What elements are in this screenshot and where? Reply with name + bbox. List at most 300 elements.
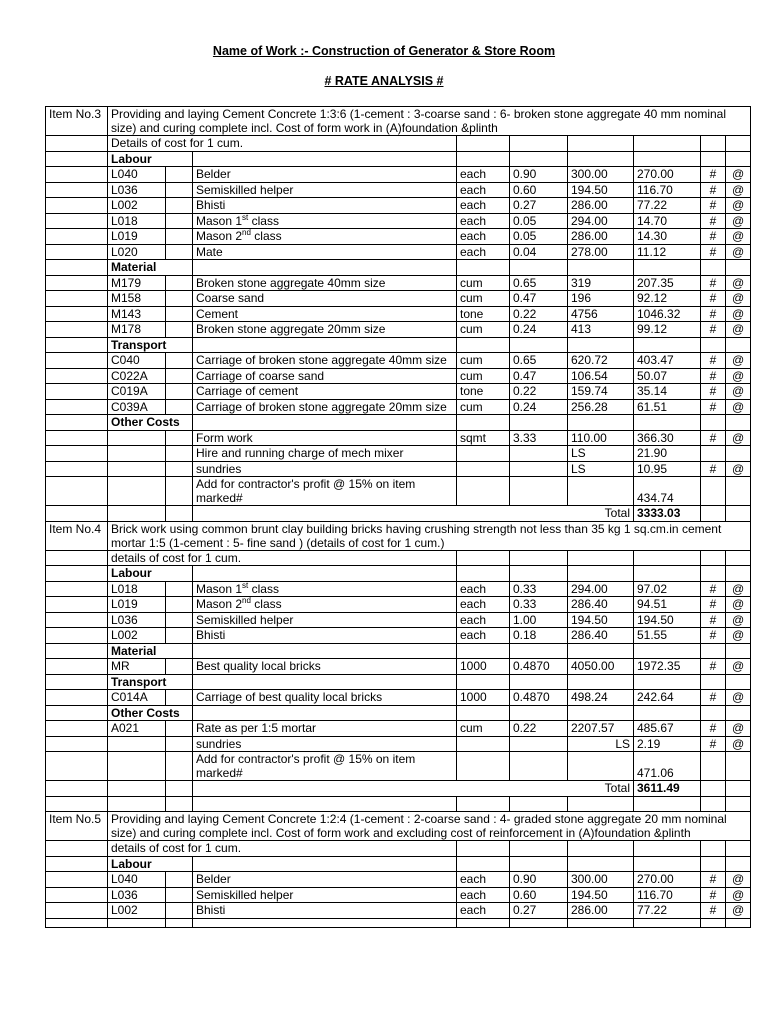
empty-cell <box>193 918 457 927</box>
hash-mark-cell: # <box>701 461 726 477</box>
empty-cell <box>46 167 108 183</box>
empty-cell <box>701 796 726 812</box>
table-row <box>46 721 751 737</box>
empty-cell <box>166 477 193 506</box>
code-cell: L036 <box>108 612 166 628</box>
hash-mark-cell: # <box>701 182 726 198</box>
quantity-cell: 0.47 <box>510 291 568 307</box>
description-cell: Cement <box>193 306 457 322</box>
at-mark-cell: @ <box>726 659 751 675</box>
table-row <box>46 612 751 628</box>
empty-cell <box>46 322 108 338</box>
empty-cell <box>510 136 568 152</box>
quantity-cell: 0.33 <box>510 581 568 597</box>
hash-mark-cell: # <box>701 612 726 628</box>
unit-cell <box>457 477 510 506</box>
code-cell: L019 <box>108 597 166 613</box>
amount-cell: 97.02 <box>634 581 701 597</box>
unit-cell: each <box>457 229 510 245</box>
unit-cell: each <box>457 167 510 183</box>
code-cell: C039A <box>108 399 166 415</box>
empty-cell <box>726 643 751 659</box>
empty-cell <box>510 337 568 353</box>
hash-mark-cell <box>701 752 726 781</box>
empty-cell <box>166 597 193 613</box>
table-row <box>46 198 751 214</box>
empty-cell <box>726 506 751 522</box>
table-row <box>46 167 751 183</box>
empty-cell <box>46 841 108 857</box>
details-row <box>46 136 751 152</box>
table-row <box>46 461 751 477</box>
empty-cell <box>634 136 701 152</box>
empty-cell <box>46 887 108 903</box>
empty-cell <box>634 918 701 927</box>
quantity-cell: 3.33 <box>510 430 568 446</box>
empty-cell <box>568 674 634 690</box>
empty-cell <box>510 550 568 566</box>
amount-cell: 242.64 <box>634 690 701 706</box>
empty-cell <box>46 306 108 322</box>
empty-cell <box>166 384 193 400</box>
empty-cell <box>510 643 568 659</box>
at-mark-cell: @ <box>726 353 751 369</box>
empty-cell <box>726 550 751 566</box>
table-row <box>46 384 751 400</box>
unit-cell: each <box>457 612 510 628</box>
empty-cell <box>46 736 108 752</box>
quantity-cell <box>510 752 568 781</box>
unit-cell: cum <box>457 399 510 415</box>
rate-analysis-table <box>45 106 751 928</box>
section-heading: Transport <box>108 674 193 690</box>
description-cell: Best quality local bricks <box>193 659 457 675</box>
empty-cell <box>166 446 193 462</box>
code-cell: L002 <box>108 628 166 644</box>
amount-cell: 10.95 <box>634 461 701 477</box>
code-cell: L036 <box>108 182 166 198</box>
empty-cell <box>568 856 634 872</box>
empty-cell <box>46 399 108 415</box>
description-cell: Semiskilled helper <box>193 887 457 903</box>
description-cell: Semiskilled helper <box>193 182 457 198</box>
empty-cell <box>193 643 457 659</box>
empty-cell <box>568 550 634 566</box>
amount-cell: 207.35 <box>634 275 701 291</box>
amount-cell: 21.90 <box>634 446 701 462</box>
empty-cell <box>46 368 108 384</box>
table-row <box>46 628 751 644</box>
item-header-row <box>46 521 751 550</box>
empty-cell <box>46 213 108 229</box>
empty-cell <box>166 659 193 675</box>
code-cell: L019 <box>108 229 166 245</box>
section-heading: Labour <box>108 856 193 872</box>
hash-mark-cell: # <box>701 628 726 644</box>
unit-cell: each <box>457 244 510 260</box>
code-cell: C040 <box>108 353 166 369</box>
empty-cell <box>166 306 193 322</box>
empty-cell <box>46 430 108 446</box>
amount-cell: 485.67 <box>634 721 701 737</box>
empty-cell <box>457 550 510 566</box>
spacer-row <box>46 796 751 812</box>
quantity-cell: 0.4870 <box>510 690 568 706</box>
unit-cell: each <box>457 903 510 919</box>
at-mark-cell: @ <box>726 213 751 229</box>
document-subtitle: # RATE ANALYSIS # <box>324 74 444 88</box>
table-row <box>46 752 751 781</box>
document-title: Name of Work :- Construction of Generator & Store Room <box>212 44 556 58</box>
empty-cell <box>457 841 510 857</box>
empty-cell <box>568 260 634 276</box>
quantity-cell: 0.33 <box>510 597 568 613</box>
at-mark-cell: @ <box>726 167 751 183</box>
quantity-cell: 0.22 <box>510 384 568 400</box>
empty-cell <box>46 581 108 597</box>
empty-cell <box>46 597 108 613</box>
empty-cell <box>193 566 457 582</box>
empty-cell <box>166 291 193 307</box>
table-row <box>46 430 751 446</box>
rate-cell: 319 <box>568 275 634 291</box>
empty-cell <box>166 461 193 477</box>
rate-cell: LS <box>568 461 634 477</box>
hash-mark-cell: # <box>701 384 726 400</box>
table-row <box>46 182 751 198</box>
empty-cell <box>634 796 701 812</box>
at-mark-cell: @ <box>726 736 751 752</box>
at-mark-cell: @ <box>726 461 751 477</box>
empty-cell <box>46 244 108 260</box>
unit-cell: each <box>457 198 510 214</box>
amount-cell: 116.70 <box>634 182 701 198</box>
empty-cell <box>46 612 108 628</box>
description-cell <box>193 581 457 597</box>
code-cell: L018 <box>108 581 166 597</box>
hash-mark-cell: # <box>701 659 726 675</box>
rate-cell: 4050.00 <box>568 659 634 675</box>
table-row <box>46 446 751 462</box>
empty-cell <box>46 337 108 353</box>
amount-cell: 2.19 <box>634 736 701 752</box>
code-cell: A021 <box>108 721 166 737</box>
empty-cell <box>510 674 568 690</box>
table-row <box>46 213 751 229</box>
hash-mark-cell: # <box>701 597 726 613</box>
amount-cell: 270.00 <box>634 167 701 183</box>
hash-mark-cell: # <box>701 229 726 245</box>
empty-cell <box>510 796 568 812</box>
hash-mark-cell: # <box>701 872 726 888</box>
code-cell: L002 <box>108 903 166 919</box>
empty-cell <box>166 581 193 597</box>
at-mark-cell: @ <box>726 903 751 919</box>
quantity-cell: 1.00 <box>510 612 568 628</box>
empty-cell <box>701 550 726 566</box>
item-number: Item No.3 <box>46 107 108 136</box>
amount-cell: 92.12 <box>634 291 701 307</box>
empty-cell <box>46 796 108 812</box>
at-mark-cell: @ <box>726 581 751 597</box>
empty-cell <box>510 705 568 721</box>
empty-cell <box>166 721 193 737</box>
amount-cell: 116.70 <box>634 887 701 903</box>
empty-cell <box>46 182 108 198</box>
at-mark-cell: @ <box>726 244 751 260</box>
empty-cell <box>46 198 108 214</box>
rate-cell: 294.00 <box>568 213 634 229</box>
empty-cell <box>634 705 701 721</box>
empty-cell <box>166 244 193 260</box>
empty-cell <box>457 796 510 812</box>
description-cell: Rate as per 1:5 mortar <box>193 721 457 737</box>
quantity-cell: 0.60 <box>510 182 568 198</box>
at-mark-cell: @ <box>726 182 751 198</box>
amount-cell: 14.70 <box>634 213 701 229</box>
empty-cell <box>634 566 701 582</box>
empty-cell <box>726 796 751 812</box>
empty-cell <box>568 566 634 582</box>
total-row <box>46 506 751 522</box>
code-cell: C014A <box>108 690 166 706</box>
at-mark-cell: @ <box>726 430 751 446</box>
amount-cell: 50.07 <box>634 368 701 384</box>
description-text: Mason 1 <box>196 213 243 228</box>
description-cell <box>193 229 457 245</box>
item-description: Providing and laying Cement Concrete 1:3:6 (1-cement : 3-coarse sand : 6- broken stone aggregate 40 mm nominal size) and curing complete incl. Cost of form work in (A)foundation &plinth <box>108 107 751 136</box>
rate-cell: 294.00 <box>568 581 634 597</box>
code-cell: M178 <box>108 322 166 338</box>
quantity-cell: 0.22 <box>510 721 568 737</box>
amount-cell: 366.30 <box>634 430 701 446</box>
amount-cell: 51.55 <box>634 628 701 644</box>
unit-cell: each <box>457 597 510 613</box>
empty-cell <box>701 674 726 690</box>
description-cell: Bhisti <box>193 628 457 644</box>
empty-cell <box>46 446 108 462</box>
table-row <box>46 887 751 903</box>
unit-cell: each <box>457 872 510 888</box>
quantity-cell: 0.24 <box>510 399 568 415</box>
empty-cell <box>701 151 726 167</box>
empty-cell <box>46 275 108 291</box>
empty-cell <box>193 705 457 721</box>
empty-cell <box>726 918 751 927</box>
at-mark-cell: @ <box>726 229 751 245</box>
empty-cell <box>568 918 634 927</box>
empty-cell <box>726 415 751 431</box>
table-row <box>46 368 751 384</box>
description-cell: Semiskilled helper <box>193 612 457 628</box>
description-cell: Carriage of best quality local bricks <box>193 690 457 706</box>
empty-cell <box>166 322 193 338</box>
section-heading-row <box>46 415 751 431</box>
empty-cell <box>568 136 634 152</box>
code-cell: L018 <box>108 213 166 229</box>
rate-cell: 256.28 <box>568 399 634 415</box>
empty-cell <box>726 781 751 797</box>
unit-cell: each <box>457 182 510 198</box>
table-row <box>46 306 751 322</box>
empty-cell <box>726 260 751 276</box>
quantity-cell: 0.22 <box>510 306 568 322</box>
section-heading-row <box>46 260 751 276</box>
unit-cell: each <box>457 628 510 644</box>
details-row <box>46 550 751 566</box>
amount-cell: 61.51 <box>634 399 701 415</box>
code-cell <box>108 446 166 462</box>
empty-cell <box>701 415 726 431</box>
amount-cell: 77.22 <box>634 198 701 214</box>
description-cell: Broken stone aggregate 40mm size <box>193 275 457 291</box>
amount-cell: 194.50 <box>634 612 701 628</box>
empty-cell <box>634 260 701 276</box>
table-row <box>46 322 751 338</box>
description-cell <box>193 213 457 229</box>
empty-cell <box>166 690 193 706</box>
at-mark-cell: @ <box>726 198 751 214</box>
unit-cell: tone <box>457 306 510 322</box>
rate-cell: LS <box>568 446 634 462</box>
rate-cell: 498.24 <box>568 690 634 706</box>
empty-cell <box>166 628 193 644</box>
unit-cell <box>457 736 510 752</box>
empty-cell <box>46 752 108 781</box>
amount-cell: 1972.35 <box>634 659 701 675</box>
item-header-row <box>46 812 751 841</box>
code-cell <box>108 461 166 477</box>
hash-mark-cell: # <box>701 430 726 446</box>
hash-mark-cell: # <box>701 167 726 183</box>
unit-cell: cum <box>457 368 510 384</box>
quantity-cell: 0.90 <box>510 167 568 183</box>
rate-cell: 194.50 <box>568 182 634 198</box>
total-label: Total <box>193 781 634 797</box>
at-mark-cell <box>726 752 751 781</box>
at-mark-cell: @ <box>726 306 751 322</box>
table-row <box>46 903 751 919</box>
rate-cell: 286.40 <box>568 628 634 644</box>
empty-cell <box>726 705 751 721</box>
details-label: details of cost for 1 cum. <box>108 841 457 857</box>
empty-cell <box>510 841 568 857</box>
table-row <box>46 477 751 506</box>
code-cell: L020 <box>108 244 166 260</box>
section-heading-row <box>46 643 751 659</box>
code-cell: M179 <box>108 275 166 291</box>
empty-cell <box>701 781 726 797</box>
empty-cell <box>701 918 726 927</box>
empty-cell <box>46 872 108 888</box>
empty-cell <box>457 415 510 431</box>
unit-cell: cum <box>457 275 510 291</box>
unit-cell: cum <box>457 721 510 737</box>
empty-cell <box>46 856 108 872</box>
quantity-cell: 0.04 <box>510 244 568 260</box>
table-row <box>46 353 751 369</box>
at-mark-cell: @ <box>726 597 751 613</box>
empty-cell <box>457 674 510 690</box>
details-label: Details of cost for 1 cum. <box>108 136 457 152</box>
table-row <box>46 659 751 675</box>
at-mark-cell: @ <box>726 291 751 307</box>
empty-cell <box>46 477 108 506</box>
empty-cell <box>46 229 108 245</box>
quantity-cell <box>510 736 568 752</box>
total-label: Total <box>193 506 634 522</box>
empty-cell <box>46 415 108 431</box>
empty-cell <box>634 337 701 353</box>
quantity-cell: 0.60 <box>510 887 568 903</box>
empty-cell <box>457 705 510 721</box>
code-cell: C019A <box>108 384 166 400</box>
empty-cell <box>634 841 701 857</box>
empty-cell <box>46 628 108 644</box>
section-heading-row <box>46 566 751 582</box>
rate-cell: 106.54 <box>568 368 634 384</box>
empty-cell <box>701 337 726 353</box>
rate-cell: 159.74 <box>568 384 634 400</box>
table-row <box>46 581 751 597</box>
empty-cell <box>193 415 457 431</box>
empty-cell <box>46 781 108 797</box>
unit-cell: sqmt <box>457 430 510 446</box>
empty-cell <box>166 167 193 183</box>
unit-cell: cum <box>457 322 510 338</box>
description-cell: Broken stone aggregate 20mm size <box>193 322 457 338</box>
empty-cell <box>193 151 457 167</box>
details-label: details of cost for 1 cum. <box>108 550 457 566</box>
section-heading: Other Costs <box>108 415 193 431</box>
amount-cell: 77.22 <box>634 903 701 919</box>
empty-cell <box>634 643 701 659</box>
empty-cell <box>193 260 457 276</box>
hash-mark-cell <box>701 477 726 506</box>
code-cell: L036 <box>108 887 166 903</box>
empty-cell <box>166 872 193 888</box>
item-description: Brick work using common brunt clay building bricks having crushing strength not less than 35 kg 1 sq.cm.in cement mortar 1:5 (1-cement : 5- fine sand ) (details of cost for 1 cum.) <box>108 521 751 550</box>
description-text: Mason 2 <box>196 597 243 611</box>
section-heading-row <box>46 705 751 721</box>
hash-mark-cell: # <box>701 306 726 322</box>
description-cell: Add for contractor's profit @ 15% on item marked# <box>193 752 457 781</box>
unit-cell: 1000 <box>457 659 510 675</box>
section-heading-row <box>46 856 751 872</box>
rate-cell: 300.00 <box>568 872 634 888</box>
empty-cell <box>634 550 701 566</box>
empty-cell <box>166 368 193 384</box>
item-number: Item No.4 <box>46 521 108 550</box>
empty-cell <box>568 415 634 431</box>
quantity-cell <box>510 477 568 506</box>
unit-cell <box>457 752 510 781</box>
empty-cell <box>457 856 510 872</box>
rate-cell: 194.50 <box>568 887 634 903</box>
total-amount: 3333.03 <box>634 506 701 522</box>
empty-cell <box>166 752 193 781</box>
description-tail: class <box>248 213 279 228</box>
section-heading: Material <box>108 260 193 276</box>
empty-cell <box>166 736 193 752</box>
empty-cell <box>166 198 193 214</box>
unit-cell <box>457 461 510 477</box>
empty-cell <box>46 151 108 167</box>
quantity-cell: 0.18 <box>510 628 568 644</box>
item-description: Providing and laying Cement Concrete 1:2:4 (1-cement : 2-coarse sand : 4- graded stone aggregate 20 mm nominal size) and curing complete incl. Cost of form work and excluding cost of reinforcement in (A)foundation &plinth <box>108 812 751 841</box>
empty-cell <box>457 136 510 152</box>
unit-cell: each <box>457 213 510 229</box>
